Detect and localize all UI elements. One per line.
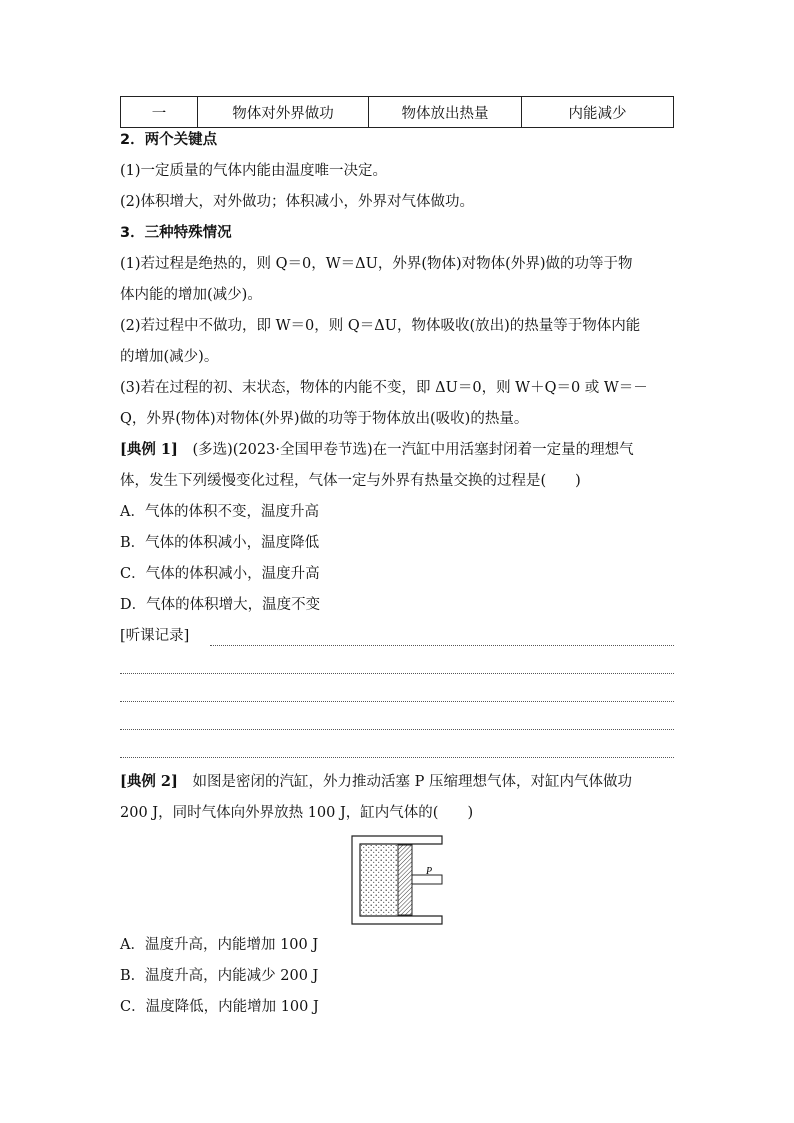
case2-line1: (2)若过程中不做功，即 W＝0，则 Q＝ΔU，物体吸收(放出)的热量等于物体内能	[120, 318, 641, 334]
notes-line[interactable]	[120, 757, 674, 758]
cylinder-figure	[350, 834, 450, 926]
notes-line[interactable]	[120, 729, 674, 730]
example2-text1: 如图是密闭的汽缸，外力推动活塞 P 压缩理想气体，对缸内气体做功	[192, 774, 632, 790]
table-cell: 内能减少	[522, 97, 674, 128]
section2-point1: (1)一定质量的气体内能由温度唯一决定。	[120, 163, 388, 179]
option-c: C．气体的体积减小，温度升高	[120, 566, 320, 582]
table-cell: 物体对外界做功	[198, 97, 369, 128]
piston-label: P	[426, 866, 433, 877]
notes-label: [听课记录]	[120, 628, 190, 644]
notes-line[interactable]	[120, 701, 674, 702]
example1-text1: (多选)(2023·全国甲卷节选)在一汽缸中用活塞封闭着一定量的理想气	[192, 442, 634, 458]
piston	[398, 845, 412, 915]
section2-point2: (2)体积增大，对外做功；体积减小，外界对气体做功。	[120, 194, 475, 210]
option-d: D．气体的体积增大，温度不变	[120, 597, 321, 613]
table-cell: 一	[121, 97, 198, 128]
example1-line2: 体，发生下列缓慢变化过程，气体一定与外界有热量交换的过程是( )	[120, 473, 581, 489]
case3-line1: (3)若在过程的初、末状态，物体的内能不变，即 ΔU＝0，则 W＋Q＝0 或 W＝－	[120, 380, 648, 396]
table-row	[121, 97, 674, 128]
example2-tag: [典例 2]	[120, 773, 178, 790]
example1-tag: [典例 1]	[120, 441, 178, 458]
example2-line2: 200 J，同时气体向外界放热 100 J，缸内气体的( )	[120, 805, 474, 821]
example2-line1	[120, 772, 676, 792]
notes-line[interactable]	[210, 645, 674, 646]
case3-line2: Q，外界(物体)对物体(外界)做的功等于物体放出(吸收)的热量。	[120, 411, 529, 427]
option-a: A．气体的体积不变，温度升高	[120, 504, 319, 520]
case1-line1: (1)若过程是绝热的，则 Q＝0，W＝ΔU，外界(物体)对物体(外界)做的功等于物	[120, 256, 633, 272]
section3-heading: 3．三种特殊情况	[120, 225, 232, 241]
example1-line1	[120, 440, 676, 460]
option-b: B．气体的体积减小，温度降低	[120, 535, 320, 551]
case2-line2: 的增加(减少)。	[120, 349, 219, 365]
option-c: C．温度降低，内能增加 100 J	[120, 999, 319, 1015]
summary-table	[120, 96, 674, 128]
option-b: B．温度升高，内能减少 200 J	[120, 968, 319, 984]
table-cell: 物体放出热量	[369, 97, 522, 128]
section2-heading: 2．两个关键点	[120, 132, 218, 148]
case1-line2: 体内能的增加(减少)。	[120, 287, 262, 303]
gas-region	[361, 845, 398, 915]
notes-line[interactable]	[120, 673, 674, 674]
option-a: A．温度升高，内能增加 100 J	[120, 937, 319, 953]
